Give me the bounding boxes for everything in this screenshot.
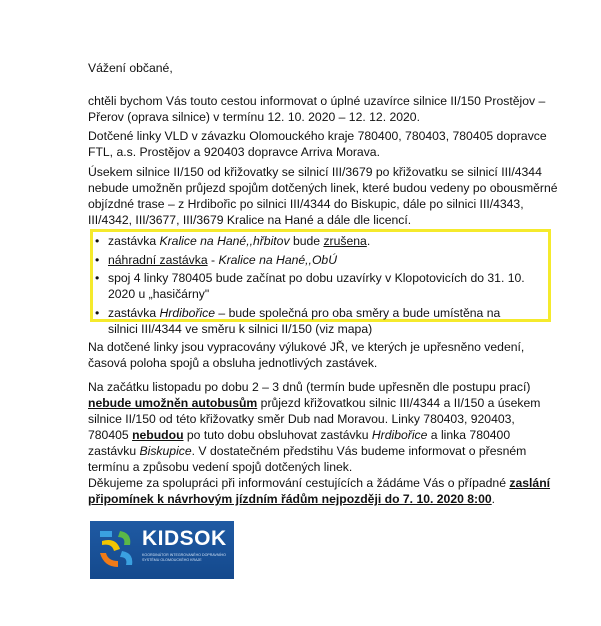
bullet-icon: • [95,234,100,248]
kidsok-mark-icon [96,527,138,573]
intro-paragraph: chtěli bychom Vás touto cestou informovat o úplné uzavírce silnice II/150 Prostějov – Přerov (oprava silnice) v termínu 12. 10. 2020 – 12. 12. 2020. [88,94,546,124]
list-item: • náhradní zastávka - Kralice na Hané,,ObÚ [95,252,338,267]
thanks-paragraph: Děkujeme za spolupráci při informování cestujících a žádáme Vás o případné zaslání připomínek k návrhovým jízdním řádům nejpozději do 7. 10. 2020 8:00. [88,476,551,506]
bullet-icon: • [95,271,100,285]
salutation: Vážení občané, [88,61,173,75]
affected-lines-paragraph: Dotčené linky VLD v závazku Olomouckého kraje 780400, 780403, 780405 dopravce FTL, a.s. Prostějov a 920403 dopravce Arriva Morava. [88,129,547,159]
list-item: • zastávka Kralice na Hané,,hřbitov bude zrušena. [95,234,371,248]
logo-brand: KIDSOK [142,527,227,550]
bullet-icon: • [95,305,100,320]
november-closure-paragraph: Na začátku listopadu po dobu 2 – 3 dnů (termín bude upřesněn dle postupu prací) nebude umožněn autobusům průjezd křižovatkou silnic III/4344 a II/150 a úsekem silnice II/150 od této křižovatky směr Dub nad Moravou. Linky 780403, 920403, 780405 nebudou po tuto dobu obsluhovat zastávku Hrdibořice a linka 780400 zastávku Biskupice. V dostatečném předstihu Vás budeme informovat o přesném termínu a způsobu vedení spojů dotčených linek. [88,380,541,474]
stop-changes-list [92,233,532,339]
detour-paragraph: Úsekem silnice II/150 od křižovatky se silnicí III/3679 po křižovatku se silnicí III/4344 nebude umožněn průjezd spojům dotčených linek, které budou vedeny po obousměrné objízdné trase – z Hrdibořic po silnici III/4344 do Biskupic, dále po silnici III/4343, III/4342, III/3677, III/3679 Kralice na Hané a dále dle licencí. [88,165,558,227]
list-item: • spoj 4 linky 780405 bude začínat po dobu uzavírky v Klopotovicích do 31. 10. 2020 u „hasičárny" [95,271,525,301]
list-item: • zastávka Hrdibořice – bude společná pro oba směry a bude umístěna na silnici III/4344 ve směru k silnici II/150 (viz mapa) [95,305,501,336]
timetables-paragraph: Na dotčené linky jsou vypracovány výlukové JŘ, ve kterých je upřesněno vedení, časová poloha spojů a obsluha jednotlivých zastávek. [88,340,525,370]
logo-subtitle: KOORDINÁTOR INTEGROVANÉHO DOPRAVNÍHO SYSTÉMU OLOMOUCKÉHO KRAJE [142,553,226,562]
bullet-icon: • [95,252,100,267]
kidsok-logo [90,521,234,579]
